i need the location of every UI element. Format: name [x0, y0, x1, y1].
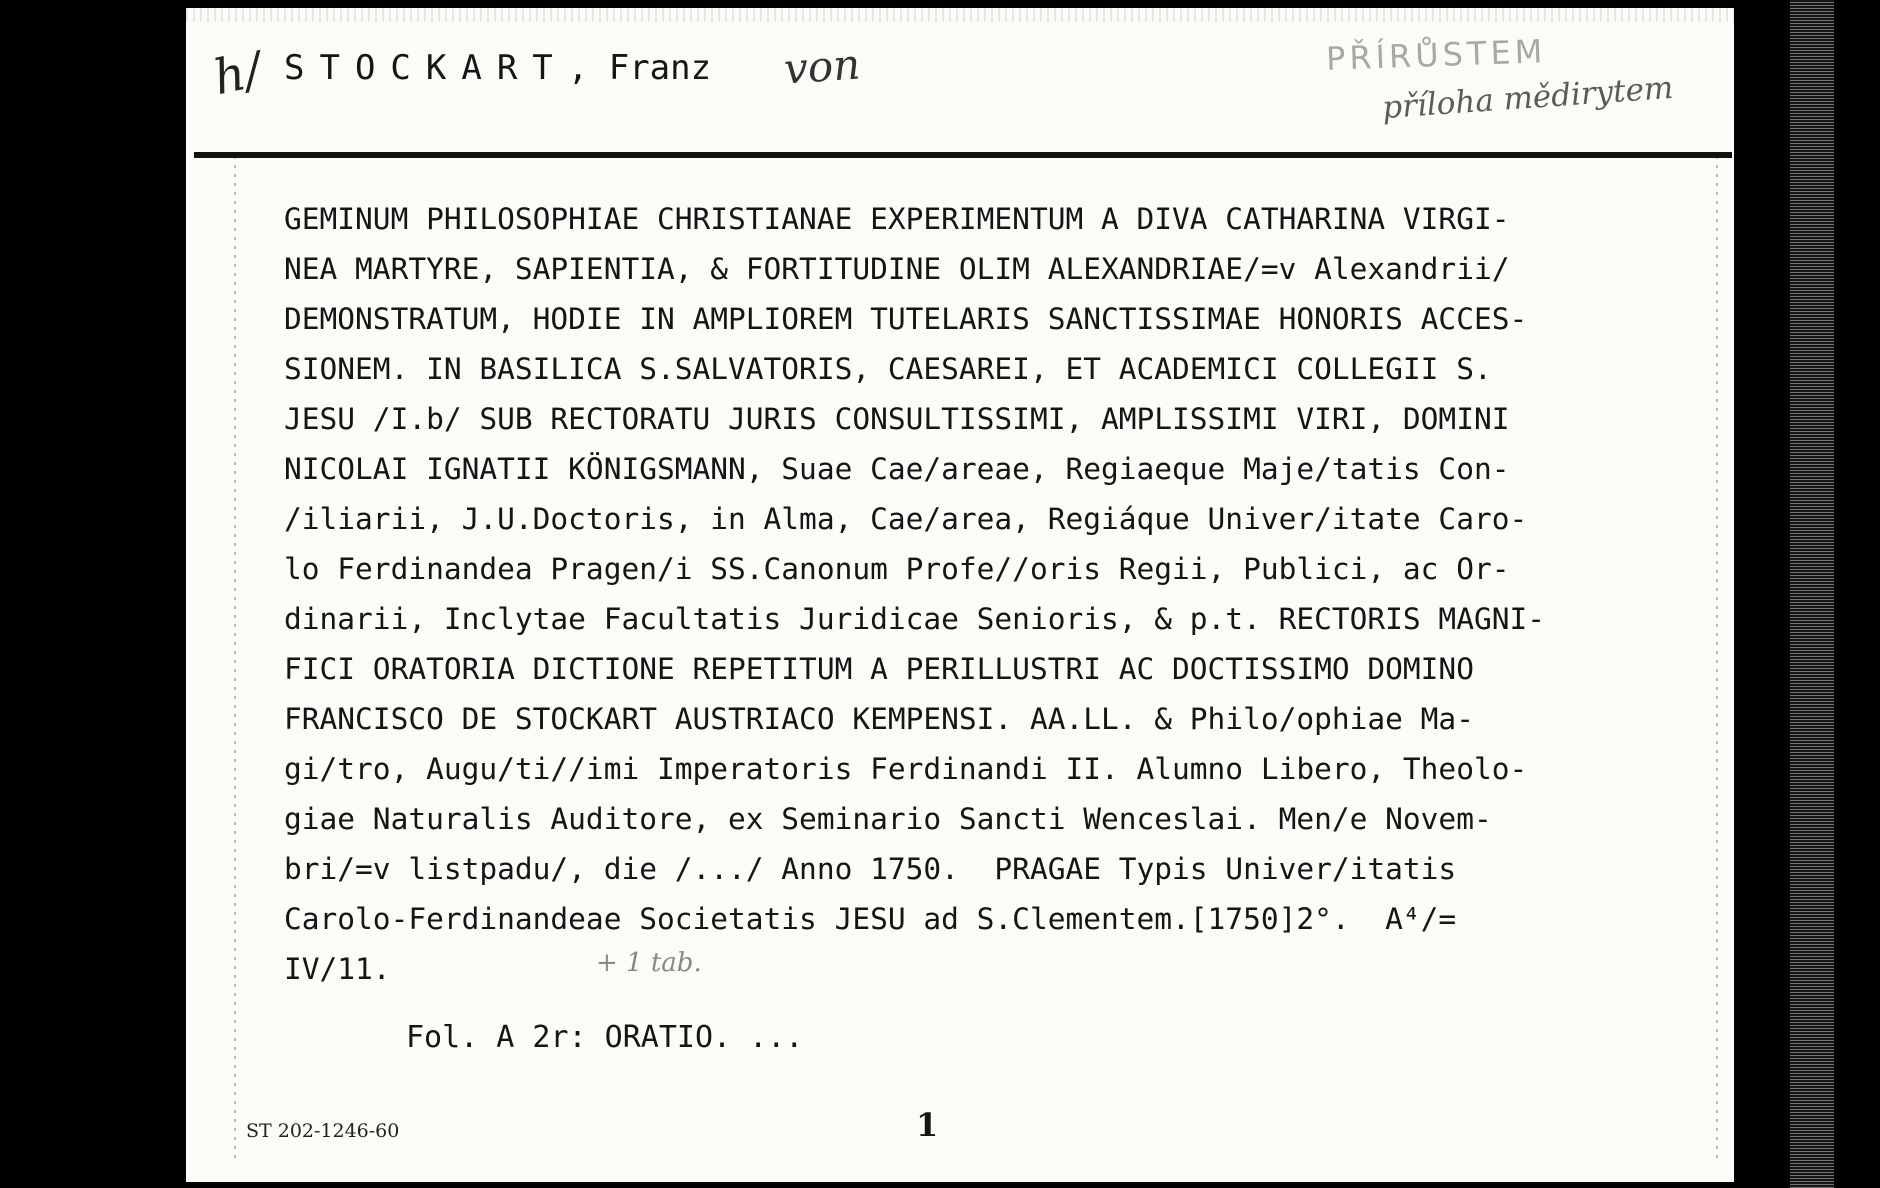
heading-given-name: Franz — [608, 48, 712, 88]
card-left-edge — [234, 158, 236, 1158]
card-heading — [284, 48, 711, 88]
card-number: 1 — [916, 1106, 939, 1144]
description-line: NEA MARTYRE, SAPIENTIA, & FORTITUDINE OLIM ALEXANDRIAE/=v Alexandrii/ — [284, 252, 1510, 286]
description-line: FICI ORATORIA DICTIONE REPETITUM A PERILLUSTRI AC DOCTISSIMO DOMINO — [284, 652, 1474, 686]
stamp-line-1: PŘÍRŮSTEM — [1325, 32, 1547, 78]
handwritten-margin-mark: h/ — [208, 41, 267, 107]
scanner-edge-noise — [1790, 0, 1834, 1188]
description-line: DEMONSTRATUM, HODIE IN AMPLIOREM TUTELARIS SANCTISSIMAE HONORIS ACCES- — [284, 302, 1528, 336]
handwritten-von: von — [782, 39, 862, 94]
description-line: Carolo-Ferdinandeae Societatis JESU ad S.Clementem.[1750]2°. A⁴/= — [284, 902, 1457, 936]
heading-surname: STOCKART — [284, 48, 568, 88]
description-line: giae Naturalis Auditore, ex Seminario Sancti Wenceslai. Men/e Novem- — [284, 802, 1492, 836]
incipit-note: Fol. A 2r: ORATIO. ... — [406, 1020, 804, 1055]
handwritten-plate-note: + 1 tab. — [596, 948, 702, 978]
description-line: lo Ferdinandea Pragen/i SS.Canonum Profe//oris Regii, Publici, ac Or- — [284, 552, 1510, 586]
description-line: IV/11. — [284, 952, 391, 986]
heading-separator: , — [567, 48, 589, 88]
bibliographic-description — [284, 194, 1724, 994]
shelfmark: ST 202-1246-60 — [246, 1120, 400, 1142]
description-line: NICOLAI IGNATII KÖNIGSMANN, Suae Cae/areae, Regiaeque Maje/tatis Con- — [284, 452, 1510, 486]
description-line: /iliarii, J.U.Doctoris, in Alma, Cae/area, Regiáque Univer/itate Caro- — [284, 502, 1528, 536]
catalog-card — [186, 8, 1734, 1182]
acquisition-stamp — [1206, 32, 1726, 136]
stamp-line-2: příloha mědirytem — [1381, 69, 1675, 127]
description-line: bri/=v listpadu/, die /.../ Anno 1750. PRAGAE Typis Univer/itatis — [284, 852, 1457, 886]
description-line: JESU /I.b/ SUB RECTORATU JURIS CONSULTISSIMI, AMPLISSIMI VIRI, DOMINI — [284, 402, 1510, 436]
description-line: FRANCISCO DE STOCKART AUSTRIACO KEMPENSI. AA.LL. & Philo/ophiae Ma- — [284, 702, 1474, 736]
description-line: dinarii, Inclytae Facultatis Juridicae Senioris, & p.t. RECTORIS MAGNI- — [284, 602, 1545, 636]
description-line: GEMINUM PHILOSOPHIAE CHRISTIANAE EXPERIMENTUM A DIVA CATHARINA VIRGI- — [284, 202, 1510, 236]
description-line: SIONEM. IN BASILICA S.SALVATORIS, CAESAREI, ET ACADEMICI COLLEGII S. — [284, 352, 1492, 386]
heading-rule — [194, 152, 1732, 158]
description-line: gi/tro, Augu/ti//imi Imperatoris Ferdinandi II. Alumno Libero, Theolo- — [284, 752, 1528, 786]
